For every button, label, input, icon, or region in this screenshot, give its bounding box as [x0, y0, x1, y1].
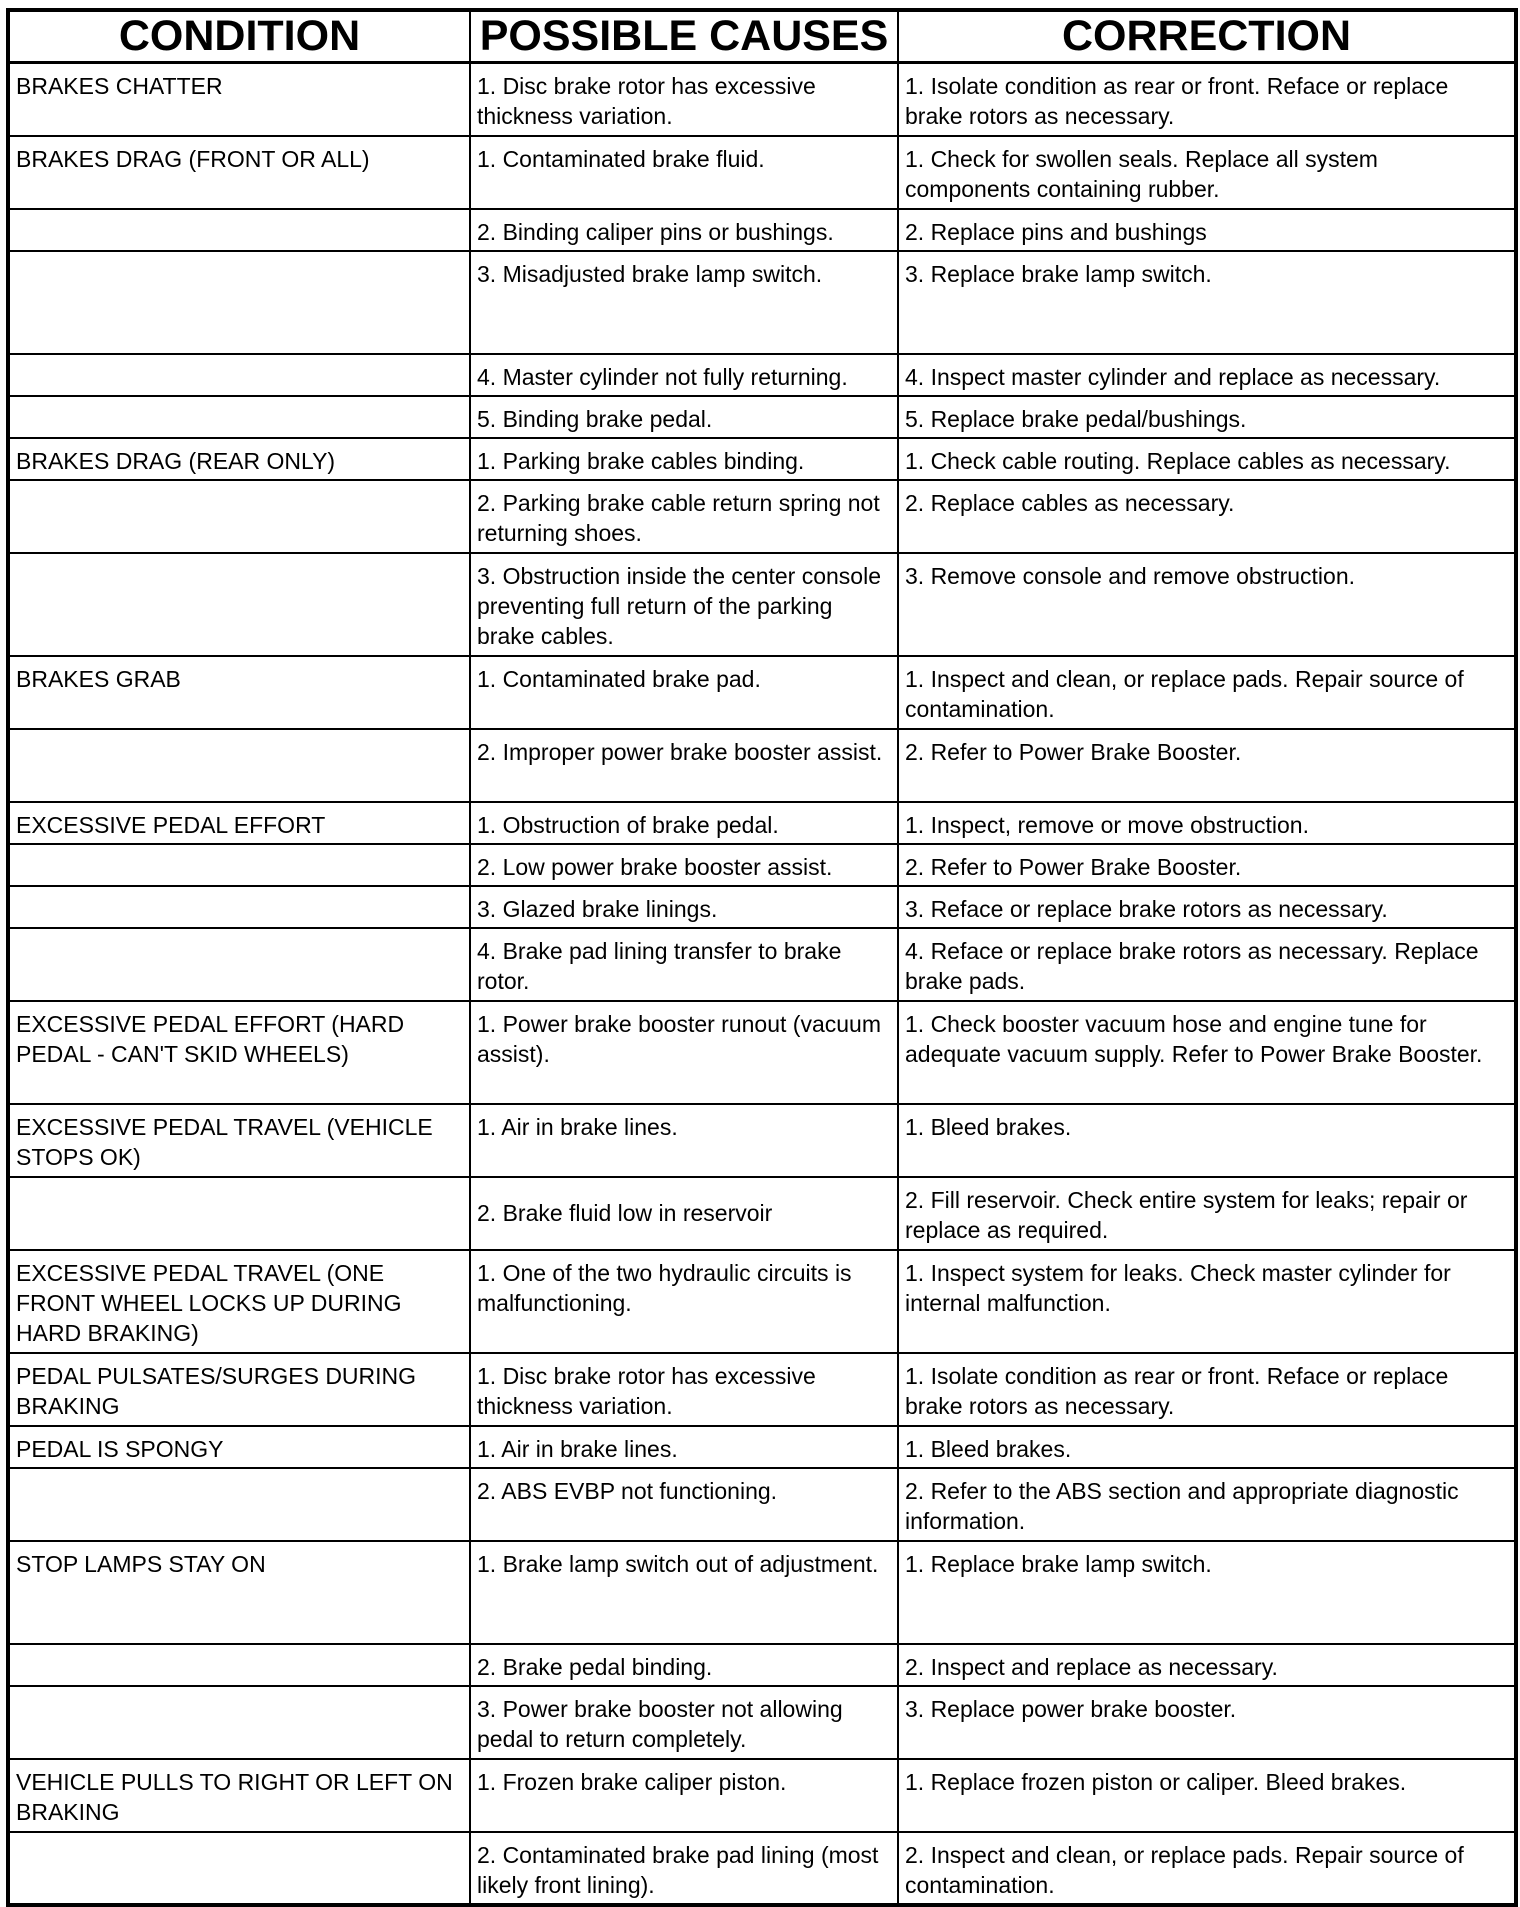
- correction-cell: 1. Inspect, remove or move obstruction.: [898, 802, 1516, 844]
- table-row: [8, 886, 1516, 928]
- cause-cell: 1. Contaminated brake pad.: [470, 656, 898, 729]
- condition-cell: STOP LAMPS STAY ON: [8, 1541, 470, 1644]
- table-row: [8, 802, 1516, 844]
- correction-cell: 1. Isolate condition as rear or front. Reface or replace brake rotors as necessary.: [898, 1353, 1516, 1426]
- correction-cell: 2. Replace pins and bushings: [898, 209, 1516, 251]
- cause-cell: 1. Power brake booster runout (vacuum assist).: [470, 1001, 898, 1104]
- cause-cell: 1. Contaminated brake fluid.: [470, 136, 898, 209]
- condition-cell: BRAKES GRAB: [8, 656, 470, 729]
- table-row: [8, 1001, 1516, 1104]
- table-row: [8, 1759, 1516, 1832]
- cause-cell: 2. ABS EVBP not functioning.: [470, 1468, 898, 1541]
- correction-cell: 3. Replace brake lamp switch.: [898, 251, 1516, 354]
- correction-cell: 1. Isolate condition as rear or front. Reface or replace brake rotors as necessary.: [898, 63, 1516, 136]
- cause-cell: 1. Frozen brake caliper piston.: [470, 1759, 898, 1832]
- condition-cell: EXCESSIVE PEDAL EFFORT (HARD PEDAL - CAN'T SKID WHEELS): [8, 1001, 470, 1104]
- table-row: [8, 251, 1516, 354]
- condition-cell: [8, 1177, 470, 1250]
- correction-cell: 5. Replace brake pedal/bushings.: [898, 396, 1516, 438]
- cause-cell: 3. Misadjusted brake lamp switch.: [470, 251, 898, 354]
- table-row: [8, 1104, 1516, 1177]
- table-row: [8, 136, 1516, 209]
- cause-cell: 2. Parking brake cable return spring not returning shoes.: [470, 480, 898, 553]
- correction-cell: 1. Bleed brakes.: [898, 1426, 1516, 1468]
- table-row: [8, 438, 1516, 480]
- condition-cell: [8, 729, 470, 802]
- table-row: [8, 553, 1516, 656]
- condition-cell: PEDAL IS SPONGY: [8, 1426, 470, 1468]
- cause-cell: 2. Brake pedal binding.: [470, 1644, 898, 1686]
- correction-cell: 2. Inspect and clean, or replace pads. Repair source of contamination.: [898, 1832, 1516, 1905]
- correction-cell: 2. Refer to Power Brake Booster.: [898, 729, 1516, 802]
- cause-cell: 3. Obstruction inside the center console preventing full return of the parking brake cables.: [470, 553, 898, 656]
- condition-cell: [8, 1644, 470, 1686]
- condition-cell: BRAKES DRAG (REAR ONLY): [8, 438, 470, 480]
- table-row: [8, 1686, 1516, 1759]
- correction-cell: 4. Reface or replace brake rotors as necessary. Replace brake pads.: [898, 928, 1516, 1001]
- table-row: [8, 1250, 1516, 1353]
- cause-cell: 1. Obstruction of brake pedal.: [470, 802, 898, 844]
- condition-cell: [8, 209, 470, 251]
- correction-cell: 2. Inspect and replace as necessary.: [898, 1644, 1516, 1686]
- table-row: [8, 1832, 1516, 1905]
- header-condition: CONDITION: [8, 10, 470, 63]
- table-row: [8, 354, 1516, 396]
- correction-cell: 1. Check booster vacuum hose and engine tune for adequate vacuum supply. Refer to Power Brake Booster.: [898, 1001, 1516, 1104]
- correction-cell: 2. Refer to Power Brake Booster.: [898, 844, 1516, 886]
- condition-cell: [8, 886, 470, 928]
- table-row: [8, 1353, 1516, 1426]
- table-row: [8, 1426, 1516, 1468]
- correction-cell: 2. Fill reservoir. Check entire system for leaks; repair or replace as required.: [898, 1177, 1516, 1250]
- cause-cell: 4. Master cylinder not fully returning.: [470, 354, 898, 396]
- condition-cell: [8, 1686, 470, 1759]
- cause-cell: 2. Contaminated brake pad lining (most likely front lining).: [470, 1832, 898, 1905]
- condition-cell: [8, 553, 470, 656]
- cause-cell: 1. Brake lamp switch out of adjustment.: [470, 1541, 898, 1644]
- correction-cell: 1. Inspect and clean, or replace pads. Repair source of contamination.: [898, 656, 1516, 729]
- cause-cell: 3. Power brake booster not allowing pedal to return completely.: [470, 1686, 898, 1759]
- condition-cell: [8, 1832, 470, 1905]
- table-row: [8, 396, 1516, 438]
- diagnosis-table-wrapper: [6, 8, 1518, 1907]
- table-row: [8, 63, 1516, 136]
- table-row: [8, 1541, 1516, 1644]
- cause-cell: 1. Air in brake lines.: [470, 1426, 898, 1468]
- correction-cell: 3. Remove console and remove obstruction.: [898, 553, 1516, 656]
- condition-cell: PEDAL PULSATES/SURGES DURING BRAKING: [8, 1353, 470, 1426]
- cause-cell: 1. Disc brake rotor has excessive thickness variation.: [470, 63, 898, 136]
- cause-cell: 1. One of the two hydraulic circuits is malfunctioning.: [470, 1250, 898, 1353]
- condition-cell: EXCESSIVE PEDAL TRAVEL (VEHICLE STOPS OK): [8, 1104, 470, 1177]
- table-row: [8, 209, 1516, 251]
- table-row: [8, 928, 1516, 1001]
- correction-cell: 3. Replace power brake booster.: [898, 1686, 1516, 1759]
- correction-cell: 2. Refer to the ABS section and appropriate diagnostic information.: [898, 1468, 1516, 1541]
- header-possible-causes: POSSIBLE CAUSES: [470, 10, 898, 63]
- cause-cell: 2. Binding caliper pins or bushings.: [470, 209, 898, 251]
- condition-cell: [8, 480, 470, 553]
- correction-cell: 1. Bleed brakes.: [898, 1104, 1516, 1177]
- cause-cell: 1. Air in brake lines.: [470, 1104, 898, 1177]
- condition-cell: BRAKES CHATTER: [8, 63, 470, 136]
- correction-cell: 4. Inspect master cylinder and replace as necessary.: [898, 354, 1516, 396]
- cause-cell: 1. Parking brake cables binding.: [470, 438, 898, 480]
- condition-cell: EXCESSIVE PEDAL EFFORT: [8, 802, 470, 844]
- cause-cell: 5. Binding brake pedal.: [470, 396, 898, 438]
- cause-cell: 2. Improper power brake booster assist.: [470, 729, 898, 802]
- condition-cell: [8, 251, 470, 354]
- correction-cell: 1. Inspect system for leaks. Check master cylinder for internal malfunction.: [898, 1250, 1516, 1353]
- condition-cell: [8, 844, 470, 886]
- condition-cell: [8, 1468, 470, 1541]
- correction-cell: 3. Reface or replace brake rotors as necessary.: [898, 886, 1516, 928]
- table-row: [8, 729, 1516, 802]
- correction-cell: 2. Replace cables as necessary.: [898, 480, 1516, 553]
- cause-cell: 2. Brake fluid low in reservoir: [470, 1177, 898, 1250]
- cause-cell: 1. Disc brake rotor has excessive thickness variation.: [470, 1353, 898, 1426]
- condition-cell: BRAKES DRAG (FRONT OR ALL): [8, 136, 470, 209]
- table-row: [8, 844, 1516, 886]
- header-row: [8, 10, 1516, 63]
- brake-diagnosis-table: [6, 8, 1518, 1907]
- condition-cell: VEHICLE PULLS TO RIGHT OR LEFT ON BRAKING: [8, 1759, 470, 1832]
- correction-cell: 1. Replace brake lamp switch.: [898, 1541, 1516, 1644]
- table-row: [8, 1644, 1516, 1686]
- cause-cell: 3. Glazed brake linings.: [470, 886, 898, 928]
- cause-cell: 2. Low power brake booster assist.: [470, 844, 898, 886]
- table-row: [8, 480, 1516, 553]
- table-row: [8, 656, 1516, 729]
- condition-cell: [8, 396, 470, 438]
- table-row: [8, 1468, 1516, 1541]
- cause-cell: 4. Brake pad lining transfer to brake rotor.: [470, 928, 898, 1001]
- correction-cell: 1. Replace frozen piston or caliper. Bleed brakes.: [898, 1759, 1516, 1832]
- condition-cell: EXCESSIVE PEDAL TRAVEL (ONE FRONT WHEEL LOCKS UP DURING HARD BRAKING): [8, 1250, 470, 1353]
- correction-cell: 1. Check cable routing. Replace cables as necessary.: [898, 438, 1516, 480]
- header-correction: CORRECTION: [898, 10, 1516, 63]
- condition-cell: [8, 354, 470, 396]
- correction-cell: 1. Check for swollen seals. Replace all system components containing rubber.: [898, 136, 1516, 209]
- table-row: [8, 1177, 1516, 1250]
- condition-cell: [8, 928, 470, 1001]
